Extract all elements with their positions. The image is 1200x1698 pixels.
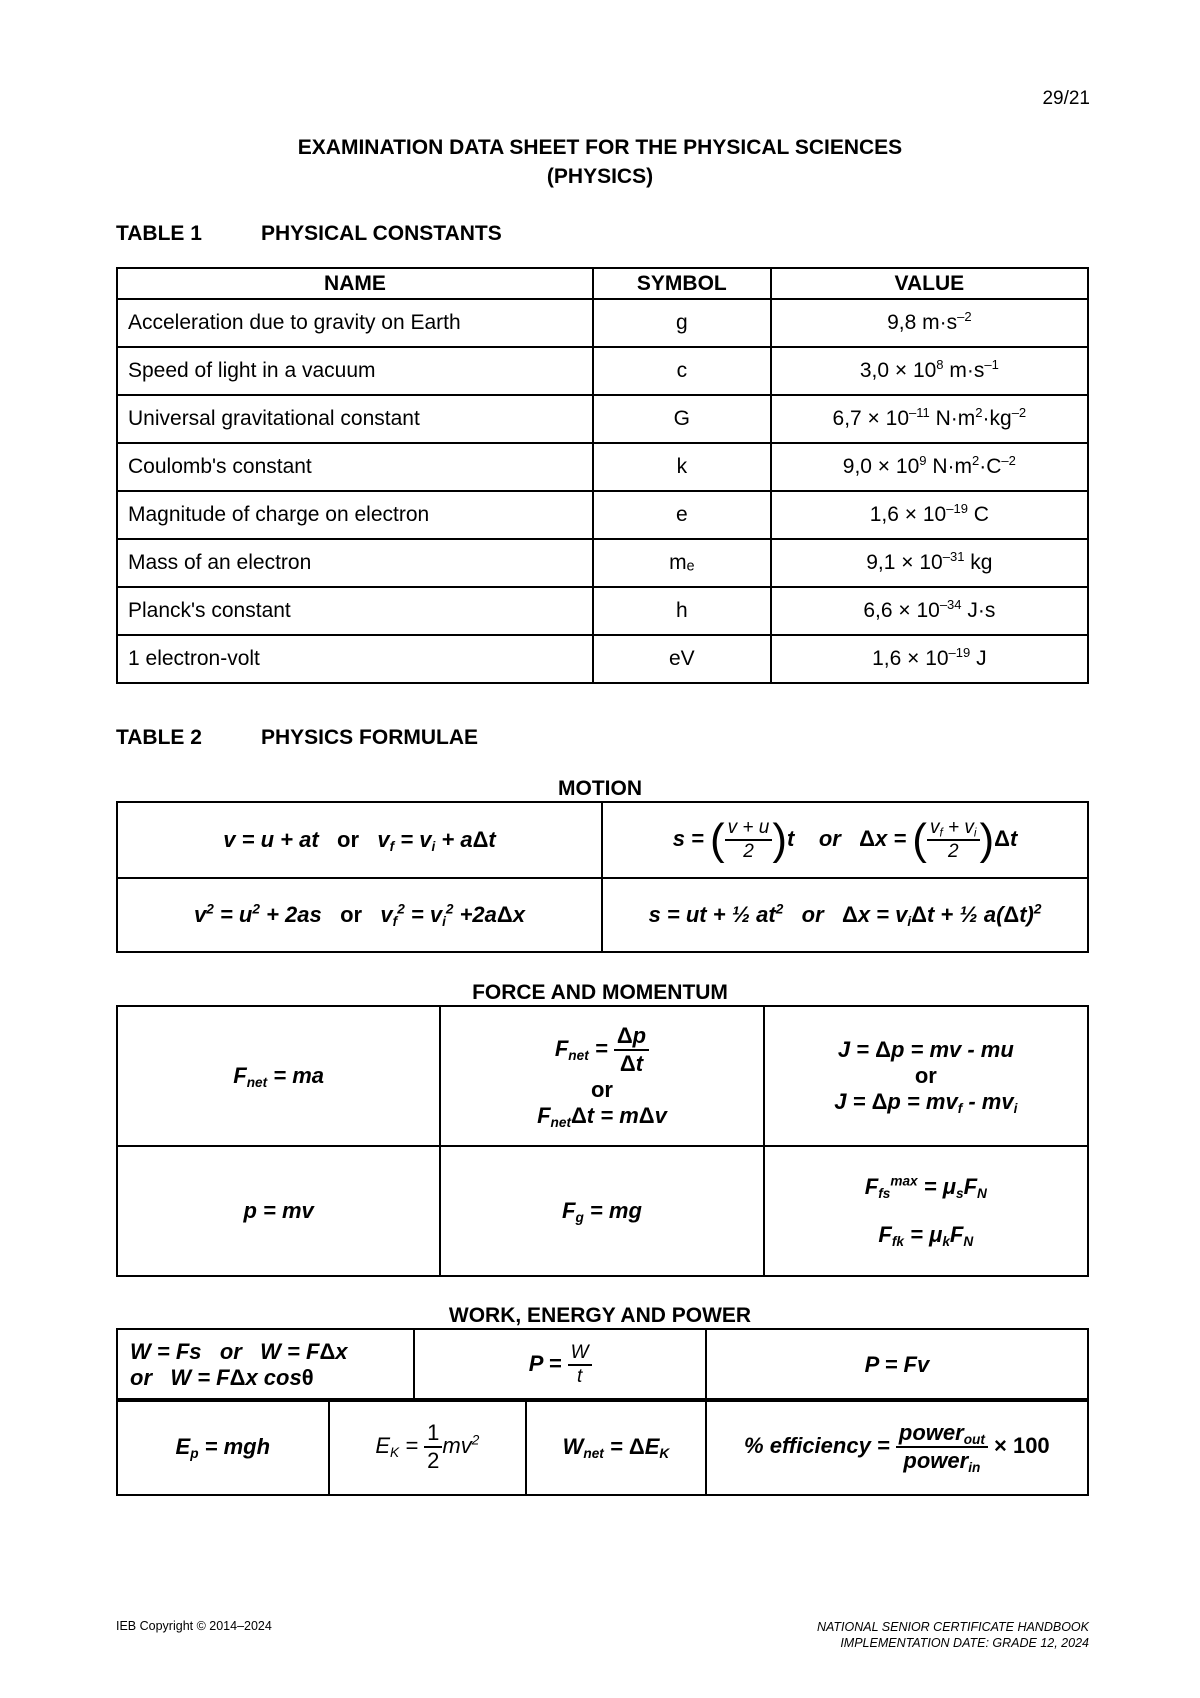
formula-cell: % efficiency = power$_{out}$ power$_{in}$ × 100 [706,1399,1088,1495]
column-header: NAME [117,268,593,299]
table-row [117,299,1088,347]
motion-formula-table [116,801,1089,953]
constants-table [116,267,1089,684]
table1-heading [116,222,502,246]
formula-cell: J = Δp = mv - mu or $J = \Delta p = mv_f - mv_i$ [764,1006,1088,1146]
constant-symbol: e [593,491,771,539]
formula-cell: p = mv [117,1146,440,1276]
section-motion: MOTION [558,777,642,800]
handbook-footer [700,1619,1089,1651]
work-formula-table-bottom [116,1398,1089,1496]
constant-name: 1 electron-volt [117,635,593,683]
page-subtitle: (PHYSICS) [546,165,654,188]
column-header: SYMBOL [593,268,771,299]
formula-cell: s = ut + ½ $at^2$ or $\Delta x = v_i\Delta t$ + ½ $a(\Delta t)^2$ [602,878,1088,952]
constant-symbol: c [593,347,771,395]
constant-name: Mass of an electron [117,539,593,587]
page-title: EXAMINATION DATA SHEET FOR THE PHYSICAL SCIENCES [297,136,903,159]
force-formula-table [116,1005,1089,1277]
table-row [117,395,1088,443]
table-row [117,491,1088,539]
formula-cell: $F_g$ = mg [440,1146,763,1276]
page-number: 29/21 [1042,88,1090,109]
constant-symbol: g [593,299,771,347]
formula-cell: $v^2 = u^2 + 2as$ or $v_f^2 = v_i^2 +2a\Delta x$ [117,878,602,952]
formula-cell: s = ( $\frac{v + u}{2}$ )t or Δx = ( $\frac{v_f + v_i}{2}$ )Δt [602,802,1088,878]
table-row [117,878,1088,952]
constant-name: Coulomb's constant [117,443,593,491]
constant-value: 9,8 $m\cdot s^{-2}$ [771,299,1088,347]
table1-title: PHYSICAL CONSTANTS [261,222,502,245]
formula-cell: P = Fv [706,1329,1088,1401]
formula-cell: $E_K$ = $\frac{1}{2}$ $mv^2$ [329,1399,527,1495]
constant-value: $9,0 \times 10^9$ $N\cdot m^2\cdot C^{-2}$ [771,443,1088,491]
constant-symbol: G [593,395,771,443]
table-row [117,443,1088,491]
section-force-momentum: FORCE AND MOMENTUM [472,981,728,1004]
formula-cell: $F_{net}$ = ma [117,1006,440,1146]
formula-cell: W = Fs or W = FΔx or W = FΔx cosθ [117,1329,414,1401]
constant-value: $9,1 \times 10^{-31}$ kg [771,539,1088,587]
constant-name: Magnitude of charge on electron [117,491,593,539]
constant-value: $6,6 \times 10^{-34}$ J·s [771,587,1088,635]
table2-heading [116,726,478,750]
handbook-title: NATIONAL SENIOR CERTIFICATE HANDBOOK [816,1620,1089,1634]
constant-symbol: h [593,587,771,635]
constant-name: Speed of light in a vacuum [117,347,593,395]
constant-value: $1,6 \times 10^{-19}$ C [771,491,1088,539]
formula-cell: v = u + at or $v_f = v_i + a\Delta t$ [117,802,602,878]
constant-symbol: mₑ [593,539,771,587]
formula-cell: $E_p$ = mgh [117,1399,329,1495]
section-work-energy-power: WORK, ENERGY AND POWER [448,1304,752,1327]
formula-cell: $W_{net} = \Delta E_K$ [526,1399,706,1495]
constant-name: Planck's constant [117,587,593,635]
work-formula-table-top [116,1328,1089,1402]
table1-number: TABLE 1 [116,222,202,245]
constant-value: $1,6 \times 10^{-19}$ J [771,635,1088,683]
formula-cell: P = $\frac{W}{t}$ [414,1329,705,1401]
constant-value: $6,7 \times 10^{-11}$ $N\cdot m^2\cdot kg^{-2}$ [771,395,1088,443]
table2-title: PHYSICS FORMULAE [261,726,479,749]
copyright-footer: IEB Copyright © 2014–2024 [116,1619,272,1633]
formula-cell: $F_{fs}^{max} = \mu_sF_N$ $F_{fk} = \mu_kF_N$ [764,1146,1088,1276]
table-row [117,1146,1088,1276]
constant-symbol: eV [593,635,771,683]
table-row [117,1006,1088,1146]
constant-symbol: k [593,443,771,491]
table-row [117,1399,1088,1495]
table-row [117,635,1088,683]
constant-name: Universal gravitational constant [117,395,593,443]
constant-name: Acceleration due to gravity on Earth [117,299,593,347]
table-row [117,1329,1088,1401]
table-header-row [117,268,1088,299]
table-row [117,587,1088,635]
table2-number: TABLE 2 [116,726,202,749]
table-row [117,347,1088,395]
table-row [117,802,1088,878]
column-header: VALUE [771,268,1088,299]
implementation-date: IMPLEMENTATION DATE: GRADE 12, 2024 [840,1636,1089,1650]
formula-cell: $F_{net}$ = $\frac{\Delta p}{\Delta t}$ or $F_{net}\Delta t = m\Delta v$ [440,1006,763,1146]
constant-value: $3,0 \times 10^8$ $m\cdot s^{-1}$ [771,347,1088,395]
table-row [117,539,1088,587]
